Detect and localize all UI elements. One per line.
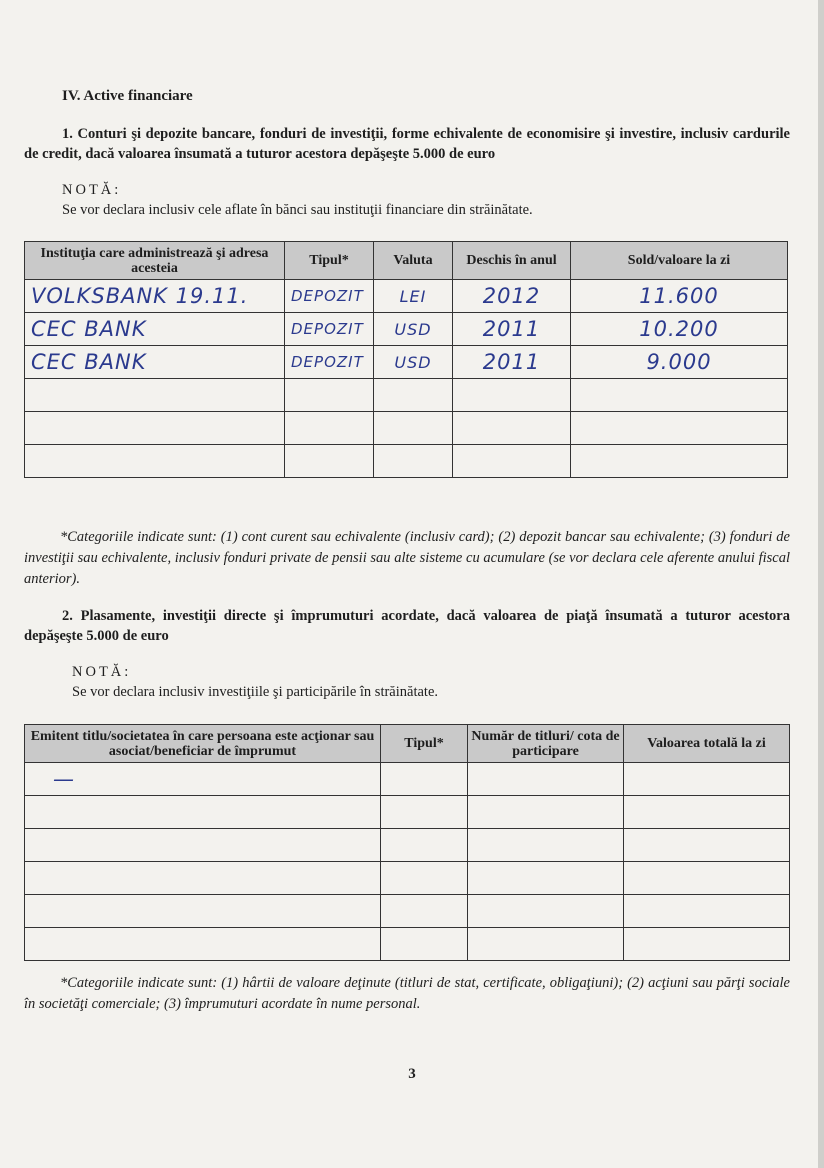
cell-institution [25,412,285,445]
col-header-opened-year: Deschis în anul [453,242,571,280]
cell-type [285,412,374,445]
cell-currency [374,412,453,445]
cell-opened-year: 2012 [453,280,571,313]
cell-opened-year [453,412,571,445]
col-header-total-value: Valoarea totală la zi [624,725,790,763]
cell-total-value [624,763,790,796]
part1-nota-label: NOTĂ: [62,182,122,198]
cell-type: DEPOZIT [285,346,374,379]
cell-total-value [624,928,790,961]
cell-opened-year: 2011 [453,346,571,379]
table-header-row [25,242,788,280]
table-row [25,412,788,445]
col-header-type: Tipul* [285,242,374,280]
cell-shares [468,796,624,829]
col-header-institution: Instituţia care administrează şi adresa acesteia [25,242,285,280]
cell-issuer [25,796,381,829]
page-number: 3 [408,1066,416,1082]
cell-type [285,379,374,412]
cell-issuer [25,829,381,862]
col-header-type: Tipul* [381,725,468,763]
cell-type [381,862,468,895]
cell-type: DEPOZIT [285,280,374,313]
cell-balance [571,445,788,478]
cell-type [381,763,468,796]
cell-issuer [25,862,381,895]
cell-type [381,829,468,862]
col-header-issuer: Emitent titlu/societatea în care persoana este acţionar sau asociat/beneficiar de împrumut [25,725,381,763]
cell-issuer [25,895,381,928]
table-row [25,445,788,478]
table-header-row [25,725,790,763]
cell-balance: 11.600 [571,280,788,313]
part1-nota-text: Se vor declara inclusiv cele aflate în bănci sau instituţii financiare din străinătate. [62,202,533,218]
part1-heading: 1. Conturi şi depozite bancare, fonduri de investiţii, forme echivalente de economisire şi investire, inclusiv cardurile de credit, dacă valoarea însumată a tuturor acestora depăşeşte 5.000 de euro [24,126,790,162]
table-row [25,928,790,961]
cell-balance: 10.200 [571,313,788,346]
table-row [25,379,788,412]
cell-issuer: — [25,763,381,796]
cell-issuer [25,928,381,961]
table-row [25,796,790,829]
bank-accounts-table [24,241,788,478]
cell-total-value [624,862,790,895]
cell-type [381,895,468,928]
table-row [25,313,788,346]
cell-institution [25,379,285,412]
cell-type: DEPOZIT [285,313,374,346]
cell-institution [25,445,285,478]
cell-opened-year [453,379,571,412]
cell-shares [468,763,624,796]
cell-type [285,445,374,478]
col-header-balance: Sold/valoare la zi [571,242,788,280]
cell-institution: CEC BANK [25,313,285,346]
cell-type [381,928,468,961]
table-row [25,829,790,862]
cell-balance [571,412,788,445]
table-row [25,280,788,313]
cell-total-value [624,829,790,862]
table-row [25,763,790,796]
cell-total-value [624,796,790,829]
col-header-shares: Număr de titluri/ cota de participare [468,725,624,763]
table-row [25,895,790,928]
part1-footnote: *Categoriile indicate sunt: (1) cont curent sau echivalente (inclusiv card); (2) depozit bancar sau echivalente; (3) fonduri de investiţii sau echivalente, inclusiv fonduri private de pensii sau alte sisteme cu acumulare (se vor declara cele aferente anului fiscal anterior). [24,529,790,587]
cell-opened-year: 2011 [453,313,571,346]
cell-shares [468,895,624,928]
cell-institution: CEC BANK [25,346,285,379]
cell-balance: 9.000 [571,346,788,379]
investments-table [24,724,790,961]
part2-footnote: *Categoriile indicate sunt: (1) hârtii de valoare deţinute (titluri de stat, certificate, obligaţiuni); (2) acţiuni sau părţi sociale în societăţi comerciale; (3) împrumuturi acordate în nume personal. [24,975,790,1012]
cell-institution: VOLKSBANK 19.11. [25,280,285,313]
part2-nota-label: NOTĂ: [72,664,132,680]
cell-shares [468,829,624,862]
cell-currency [374,379,453,412]
cell-total-value [624,895,790,928]
part2-nota-text: Se vor declara inclusiv investiţiile şi participările în străinătate. [72,684,439,700]
cell-currency: LEI [374,280,453,313]
table-row [25,862,790,895]
part2-heading: 2. Plasamente, investiţii directe şi împrumuturi acordate, dacă valoarea de piaţă însumată a tuturor acestora depăşeşte 5.000 de euro [24,608,790,644]
cell-balance [571,379,788,412]
cell-currency: USD [374,313,453,346]
table-row [25,346,788,379]
cell-shares [468,862,624,895]
cell-currency [374,445,453,478]
cell-type [381,796,468,829]
cell-opened-year [453,445,571,478]
section-title: IV. Active financiare [62,88,193,104]
scan-edge [818,0,824,1168]
col-header-currency: Valuta [374,242,453,280]
cell-shares [468,928,624,961]
cell-currency: USD [374,346,453,379]
